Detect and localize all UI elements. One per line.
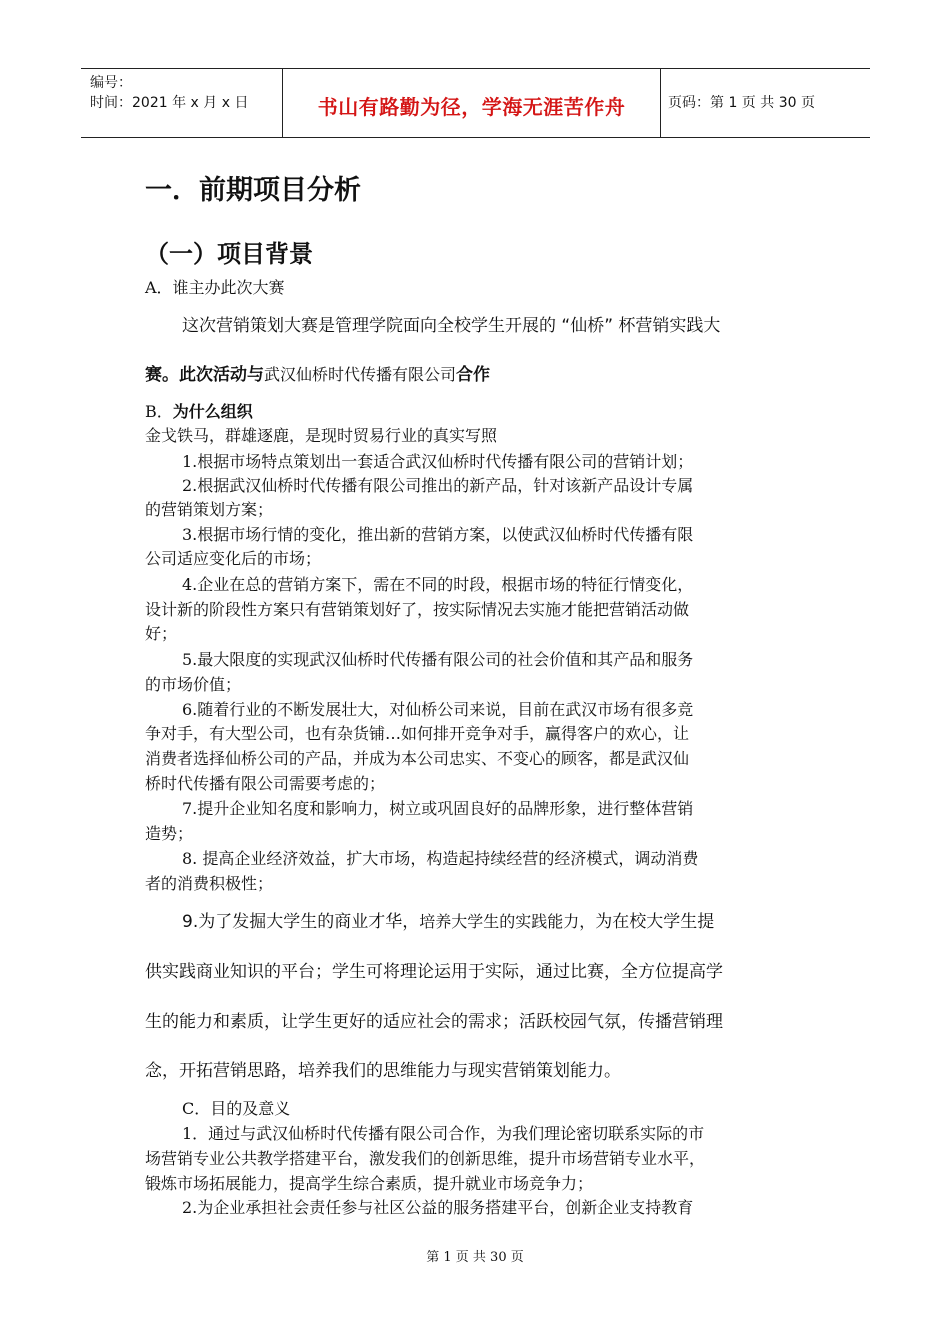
b-line: 7.提升企业知名度和影响力，树立或巩固良好的品牌形象，进行整体营销 [182,799,694,818]
time-label: 时间：2021 年 x 月 x 日 [90,95,249,111]
number-label: 编号： [90,75,132,91]
b-line: 的市场价值； [145,675,242,694]
b-line: 6.随着行业的不断发展壮大，对仙桥公司来说，目前在武汉市场有很多竞 [182,700,694,719]
header-motto-cell [282,69,661,137]
section-b-heading [145,400,253,424]
b-point-9-line-2: 供实践商业知识的平台；学生可将理论运用于实际，通过比赛，全方位提高学 [145,962,723,982]
b-line: 1.根据市场特点策划出一套适合武汉仙桥时代传播有限公司的营销计划； [182,452,694,471]
b-line: 造势； [145,824,194,843]
c-line: 锻炼市场拓展能力，提高学生综合素质，提升就业市场竞争力； [145,1174,594,1193]
b-line: 争对手，有大型公司，也有杂货铺…如何排开竞争对手，赢得客户的欢心，让 [145,724,690,743]
b-point-9-line-3: 生的能力和素质，让学生更好的适应社会的需求；活跃校园气氛，传播营销理 [145,1012,723,1032]
page-info: 页码：第 1 页 共 30 页 [668,95,815,111]
section-a-paragraph-line-2 [145,363,490,387]
a-p1-pre: 这次营销策划大赛是 [182,316,335,336]
b-heading-prefix: B． [145,402,173,421]
b-line: 消费者选择仙桥公司的产品，并成为本公司忠实、不变心的顾客，都是武汉仙 [145,749,690,768]
header-left-cell [81,69,281,137]
section-c-heading: C．目的及意义 [182,1099,291,1118]
motto: 书山有路勤为径，学海无涯苦作舟 [317,95,626,119]
header-right-cell [660,69,870,137]
b-line: 8. 提高企业经济效益，扩大市场，构造起持续经营的经济模式，调动消费 [182,849,699,868]
b-line: 4.企业在总的营销方案下，需在不同的时段，根据市场的特征行情变化， [182,575,694,594]
section-title: （一）项目背景 [145,240,313,268]
c-line: 2.为企业承担社会责任参与社区公益的服务搭建平台，创新企业支持教育 [182,1198,694,1217]
b-point-9-line-1 [182,910,714,934]
section-b-intro: 金戈铁马，群雄逐鹿，是现时贸易行业的真实写照 [145,426,498,445]
b-p9-c: 为在校大学生提 [595,912,715,932]
page-footer: 第 1 页 共 30 页 [426,1250,524,1265]
section-a-paragraph-line-1 [182,314,720,338]
page-header [81,68,870,138]
b-line: 者的消费积极性； [145,874,274,893]
b-line: 设计新的阶段性方案只有营销策划好了，按实际情况去实施才能把营销活动做 [145,600,690,619]
b-p9-a: 9.为了发掘大学生的商业才华， [182,912,420,932]
c-line: 场营销专业公共教学搭建平台，激发我们的创新思维，提升市场营销专业水平， [145,1149,706,1168]
b-p9-b: 培养大学生的实践能力， [419,912,596,931]
section-a-heading: A．谁主办此次大赛 [145,278,285,297]
a-p2-company: 武汉仙桥时代传播有限公司 [264,365,457,384]
b-line: 的营销策划方案； [145,500,274,519]
b-heading-text: 为什么组织 [172,402,253,421]
b-line: 好； [145,624,178,643]
chapter-title: 一．前期项目分析 [145,175,361,206]
a-p2-post: 合作 [456,365,491,385]
b-line: 3.根据市场行情的变化，推出新的营销方案，以使武汉仙桥时代传播有限 [182,525,694,544]
b-line: 2.根据武汉仙桥时代传播有限公司推出的新产品，针对该新产品设计专属 [182,476,694,495]
a-p1-post: 管理学院面向全校学生开展的 “仙桥” 杯营销实践大 [335,316,721,336]
b-line: 公司适应变化后的市场； [145,549,322,568]
b-line: 桥时代传播有限公司需要考虑的； [145,774,386,793]
a-p2-pre: 赛。此次活动与 [145,365,264,385]
c-line: 1．通过与武汉仙桥时代传播有限公司合作，为我们理论密切联系实际的市 [182,1124,705,1143]
b-point-9-line-4: 念，开拓营销思路，培养我们的思维能力与现实营销策划能力。 [145,1061,621,1081]
b-line: 5.最大限度的实现武汉仙桥时代传播有限公司的社会价值和其产品和服务 [182,650,694,669]
